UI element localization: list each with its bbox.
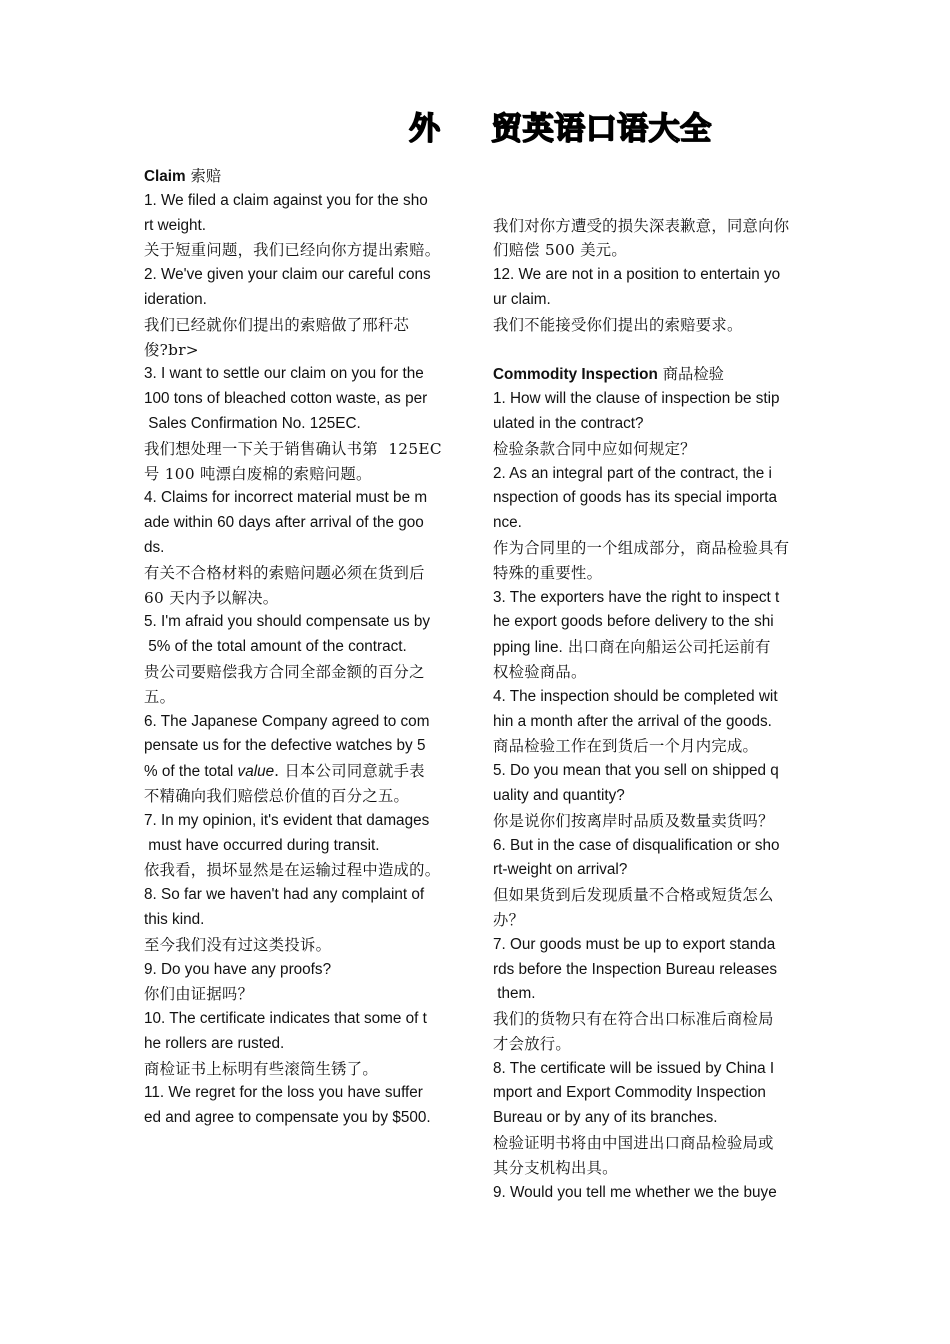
- text-line: nce.: [493, 514, 522, 532]
- text-line: hin a month after the arrival of the goods.: [493, 712, 772, 730]
- text-line: 才会放行。: [493, 1034, 571, 1053]
- text-line: 2. We've given your claim our careful cons: [144, 266, 431, 284]
- text-line: them.: [493, 985, 536, 1003]
- text-line: ds.: [144, 538, 165, 556]
- text-line: 我们的货物只有在符合出口标准后商检局: [493, 1010, 774, 1029]
- text-line: 7. In my opinion, it's evident that damages: [144, 811, 430, 829]
- text-line: rds before the Inspection Bureau releases: [493, 960, 778, 978]
- text-line: mport and Export Commodity Inspection: [493, 1084, 766, 1102]
- text-fragment: % of the total: [144, 763, 238, 781]
- inspection-heading-en: Commodity Inspection: [493, 366, 658, 384]
- text-line: 号 100 吨漂白废棉的索赔问题。: [144, 464, 372, 483]
- text-fragment: . 日本公司同意就手表: [274, 762, 425, 781]
- claim-lines: [144, 189, 474, 759]
- text-line: 11. We regret for the loss you have suffer: [144, 1084, 423, 1102]
- text-line: 我们对你方遭受的损失深表歉意，同意向你: [493, 216, 790, 235]
- text-line: 2. As an integral part of the contract, the i: [493, 464, 772, 482]
- text-line: 其分支机构出具。: [493, 1158, 618, 1177]
- text-line: 7. Our goods must be up to export standa: [493, 935, 776, 953]
- text-line: 办？: [493, 910, 525, 929]
- inspection-heading-zh: 商品检验: [662, 365, 724, 384]
- text-line: he rollers are rusted.: [144, 1034, 285, 1052]
- section-heading-inspection: [493, 362, 813, 387]
- text-line: ideration.: [144, 290, 207, 308]
- text-line: 8. So far we haven't had any complaint of: [144, 886, 425, 904]
- claim-lines-end: [493, 214, 813, 338]
- text-line: nspection of goods has its special importa: [493, 489, 778, 507]
- text-line: [493, 635, 813, 660]
- text-line: 1. How will the clause of inspection be stip: [493, 390, 780, 408]
- text-line: 我们想处理一下关于销售确认书第 125EC: [144, 439, 442, 458]
- text-line: 有关不合格材料的索赔问题必须在货到后: [144, 563, 425, 582]
- text-line: 6. But in the case of disqualification or sho: [493, 836, 780, 854]
- page-title: [404, 104, 764, 154]
- text-line: [144, 759, 474, 784]
- inspection-lines-continued: [493, 660, 813, 1206]
- text-line: 我们已经就你们提出的索赔做了邢秆芯: [144, 315, 410, 334]
- text-fragment: 出口商在向船运公司托运前有: [562, 638, 771, 657]
- text-line: Sales Confirmation No. 125EC.: [144, 414, 361, 432]
- text-line: 商品检验工作在到货后一个月内完成。: [493, 737, 759, 756]
- text-line: Bureau or by any of its branches.: [493, 1109, 718, 1127]
- claim-heading-en: Claim: [144, 168, 186, 185]
- text-line: ur claim.: [493, 290, 551, 308]
- text-line: 4. Claims for incorrect material must be m: [144, 489, 428, 507]
- text-line: must have occurred during transit.: [144, 836, 380, 854]
- text-line: he export goods before delivery to the shi: [493, 613, 774, 631]
- inspection-lines: [493, 387, 813, 635]
- text-line: 关于短重问题，我们已经向你方提出索赔。: [144, 241, 441, 260]
- text-line: 五。: [144, 687, 176, 706]
- claim-heading-zh: 索赔: [190, 167, 222, 185]
- text-line: 4. The inspection should be completed wit: [493, 687, 778, 705]
- section-heading-claim: [144, 164, 474, 189]
- text-line: 5. Do you mean that you sell on shipped q: [493, 762, 779, 780]
- text-line: 权检验商品。: [493, 662, 587, 681]
- page-title-part-1: 外: [409, 111, 440, 147]
- text-line: 1. We filed a claim against you for the sho: [144, 191, 428, 209]
- text-line: ed and agree to compensate you by $500.: [144, 1109, 431, 1127]
- text-line: 依我看，损坏显然是在运输过程中造成的。: [144, 861, 441, 880]
- text-line: 5. I'm afraid you should compensate us by: [144, 613, 431, 631]
- text-line: 不精确向我们赔偿总价值的百分之五。: [144, 786, 410, 805]
- text-line: 但如果货到后发现质量不合格或短货怎么: [493, 886, 774, 905]
- text-line: ade within 60 days after arrival of the goo: [144, 514, 424, 532]
- text-line: 你是说你们按离岸时品质及数量卖货吗？: [493, 811, 774, 830]
- right-column: [493, 214, 813, 1206]
- text-line: 5% of the total amount of the contract.: [144, 638, 407, 656]
- text-line: 检验条款合同中应如何规定？: [493, 439, 696, 458]
- text-line: 俊?br>: [144, 340, 199, 359]
- claim-lines-continued: [144, 784, 474, 1131]
- text-line: uality and quantity?: [493, 786, 625, 804]
- text-line: 你们由证据吗？: [144, 985, 254, 1004]
- text-line: rt weight.: [144, 216, 207, 234]
- text-line: 我们不能接受你们提出的索赔要求。: [493, 315, 743, 334]
- text-line: 们赔偿 500 美元。: [493, 241, 628, 260]
- text-line: 8. The certificate will be issued by China I: [493, 1059, 775, 1077]
- text-line: rt-weight on arrival?: [493, 861, 628, 879]
- page-title-part-2: 贸英语口语大全: [491, 111, 712, 147]
- text-line: 6. The Japanese Company agreed to com: [144, 712, 430, 730]
- left-column: [144, 164, 474, 1131]
- text-line: ulated in the contract?: [493, 414, 644, 432]
- text-line: 检验证明书将由中国进出口商品检验局或: [493, 1134, 774, 1153]
- text-line: 10. The certificate indicates that some of t: [144, 1010, 427, 1028]
- text-line: 贵公司要赔偿我方合同全部金额的百分之: [144, 662, 425, 681]
- text-line: 9. Would you tell me whether we the buye: [493, 1183, 777, 1201]
- text-line: pensate us for the defective watches by 5: [144, 737, 426, 755]
- text-line: 9. Do you have any proofs?: [144, 960, 332, 978]
- spacer: [493, 338, 813, 363]
- emphasized-word: value: [237, 763, 275, 781]
- text-line: this kind.: [144, 910, 205, 928]
- text-line: 60 天内予以解决。: [144, 588, 279, 607]
- text-line: 作为合同里的一个组成部分，商品检验具有: [493, 538, 790, 557]
- text-line: 商检证书上标明有些滚筒生锈了。: [144, 1059, 378, 1078]
- text-line: 特殊的重要性。: [493, 563, 603, 582]
- text-line: 3. The exporters have the right to inspect t: [493, 588, 780, 606]
- text-line: 100 tons of bleached cotton waste, as per: [144, 390, 428, 408]
- text-line: 3. I want to settle our claim on you for the: [144, 365, 424, 383]
- text-line: 至今我们没有过这类投诉。: [144, 935, 332, 954]
- text-fragment: pping line.: [493, 639, 563, 657]
- text-line: 12. We are not in a position to entertain yo: [493, 266, 781, 284]
